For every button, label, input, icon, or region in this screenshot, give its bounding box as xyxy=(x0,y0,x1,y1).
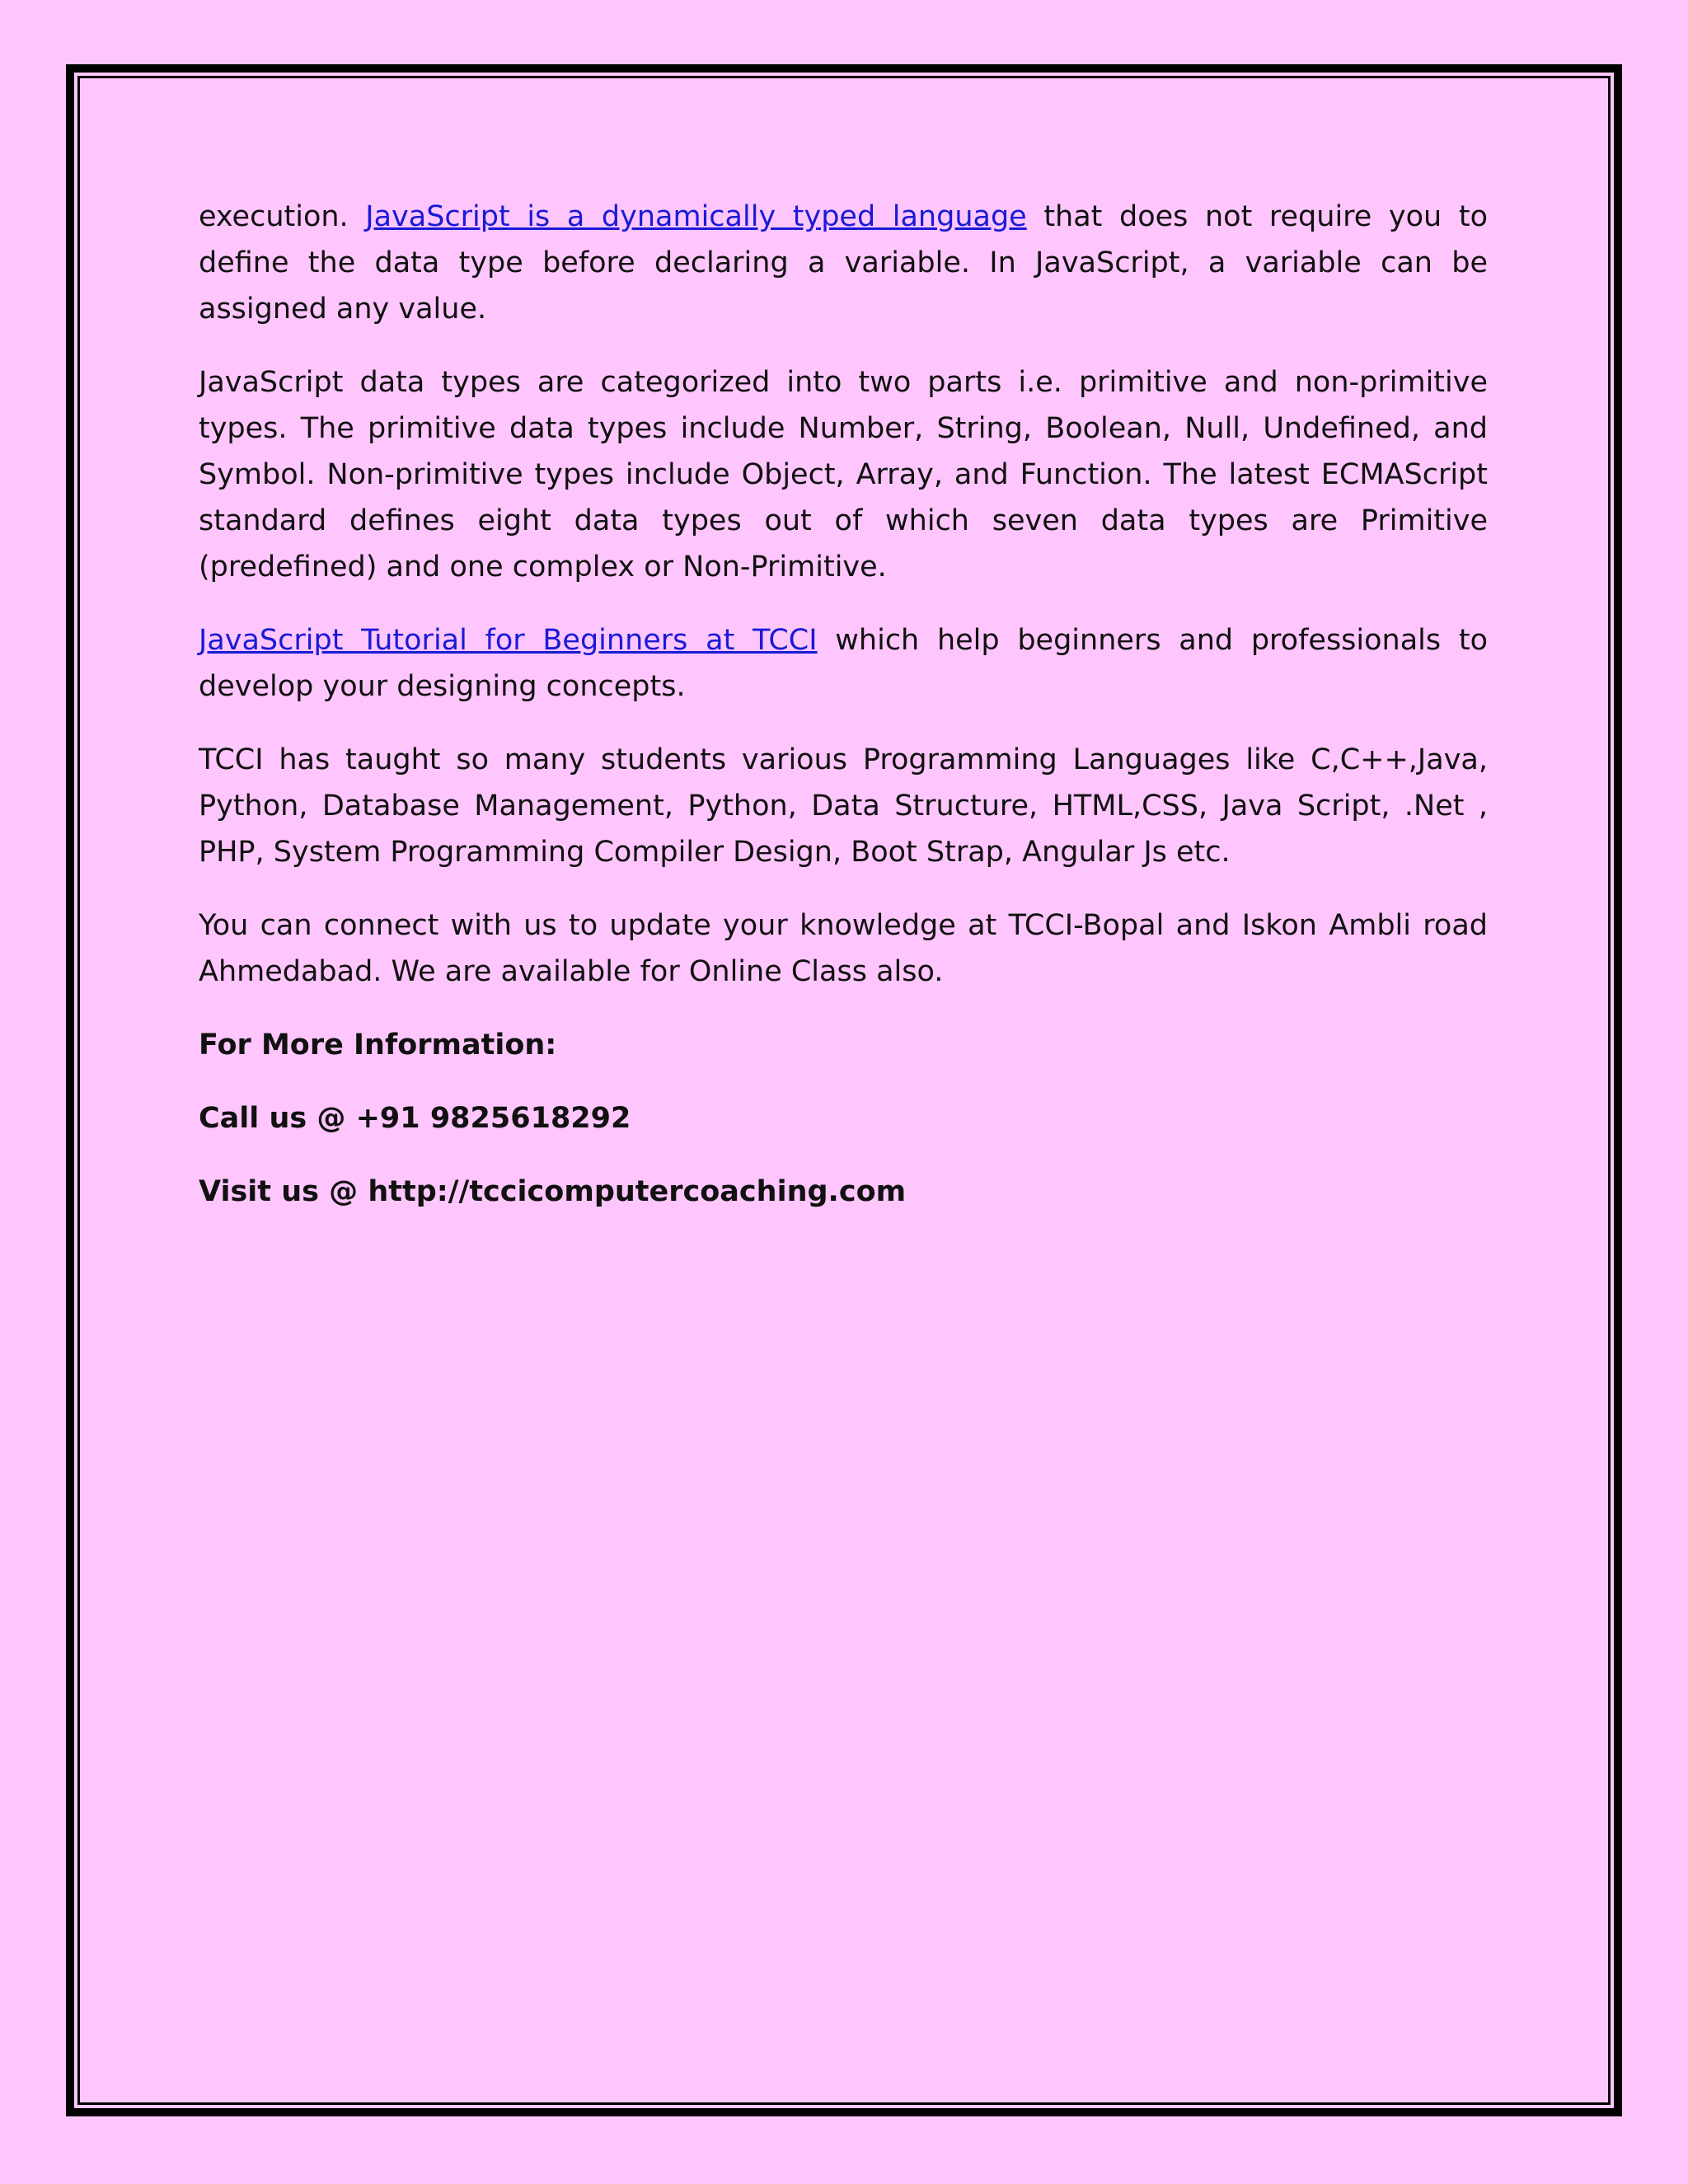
paragraph-rest-text: which help beginners and professionals to develop your designing concepts. xyxy=(199,624,1489,703)
paragraph-dynamic-typing xyxy=(199,194,1488,332)
paragraph-courses: TCCI has taught so many students various Programming Languages like C,C++,Java, Python, Database Management, Python, Data Structure, HTML,CSS, Java Script, .Net , PHP, System Programming Compiler Design, Boot Strap, Angular Js etc. xyxy=(199,743,1488,869)
tutorial-link[interactable]: JavaScript Tutorial for Beginners at TCCI xyxy=(199,624,818,657)
document-body xyxy=(199,194,1488,1242)
call-us-line: Call us @ +91 9825618292 xyxy=(199,1102,631,1135)
paragraph-data-types: JavaScript data types are categorized into two parts i.e. primitive and non-primitive types. The primitive data types include Number, String, Boolean, Null, Undefined, and Symbol. Non-primitive types include Object, Array, and Function. The latest ECMAScript standard defines eight data types out of which seven data types are Primitive (predefined) and one complex or Non-Primitive. xyxy=(199,366,1488,583)
dynamic-typing-link[interactable]: JavaScript is a dynamically typed language xyxy=(365,200,1027,233)
paragraph-rest-text: that does not require you to define the data type before declaring a variable. In JavaScript, a variable can be assigned any value. xyxy=(199,200,1488,326)
paragraph-lead-text: execution. xyxy=(199,200,366,233)
more-info-heading: For More Information: xyxy=(199,1029,557,1062)
paragraph-tutorial xyxy=(199,617,1488,710)
visit-us-line: Visit us @ http://tccicomputercoaching.com xyxy=(199,1175,907,1208)
paragraph-connect: You can connect with us to update your knowledge at TCCI-Bopal and Iskon Ambli road Ahmedabad. We are available for Online Class also. xyxy=(199,909,1488,988)
